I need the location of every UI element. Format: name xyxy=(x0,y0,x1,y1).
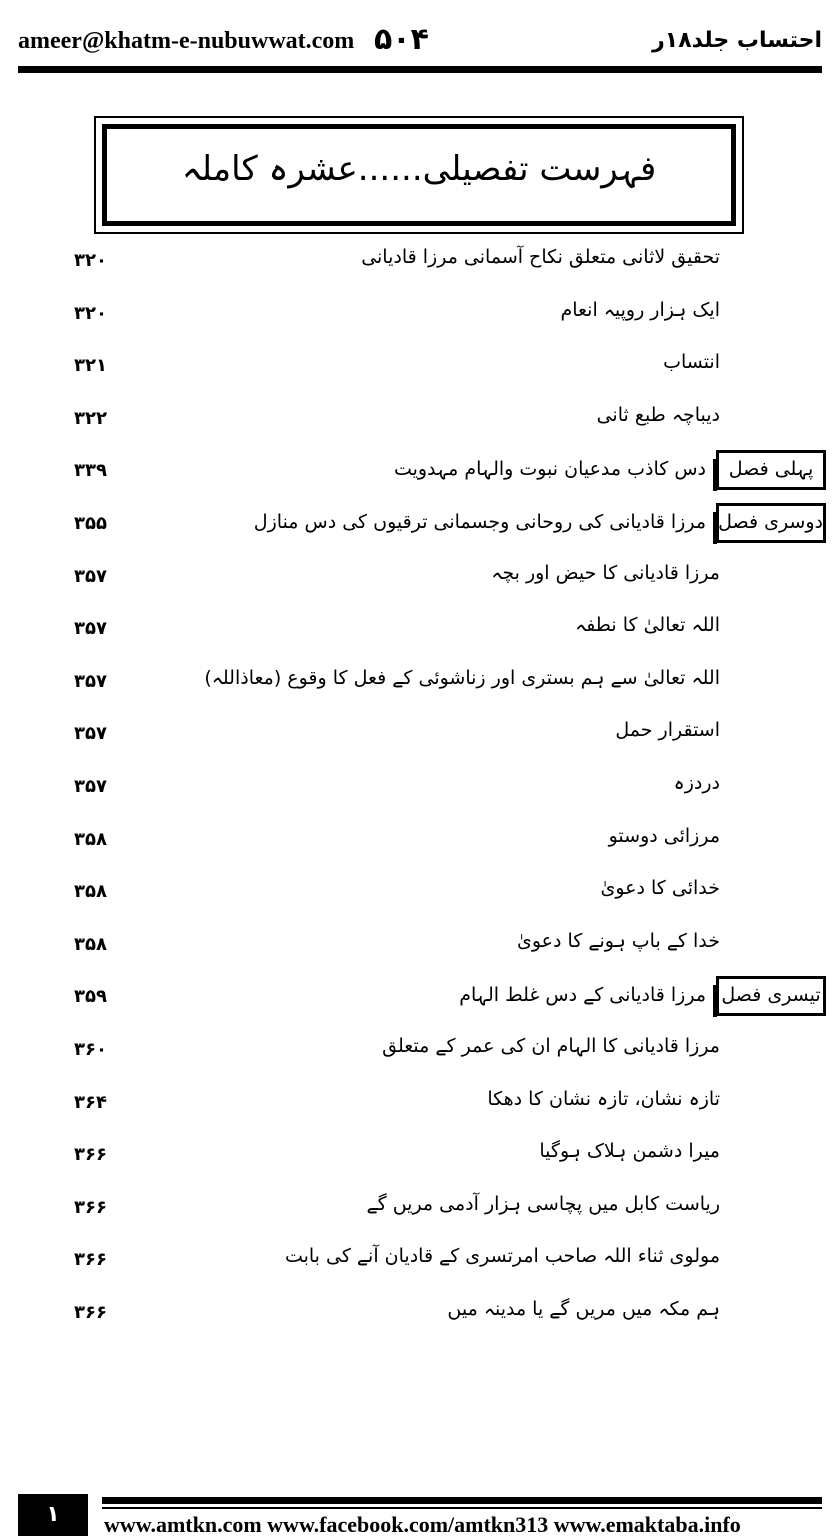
toc-entry-title: ہم مکہ میں مریں گے یا مدینہ میں xyxy=(447,1298,720,1320)
toc-entry-title: مرزا قادیانی کے دس غلط الہام xyxy=(459,984,706,1007)
toc-entry-page: ۳۵۷ xyxy=(74,723,107,745)
toc-row xyxy=(0,1239,840,1283)
toc-entry-title: تحقیق لاثانی متعلق نکاح آسمانی مرزا قادیانی xyxy=(361,246,720,268)
toc-entry-page: ۳۵۵ xyxy=(74,513,107,534)
toc-entry-title: دردزہ xyxy=(673,772,720,794)
toc-entry-title: میرا دشمن ہلاک ہوگیا xyxy=(539,1140,720,1163)
toc-row xyxy=(0,556,840,600)
toc-entry-page: ۳۶۶ xyxy=(74,1196,107,1218)
toc-entry-title: دیباچہ طبع ثانی xyxy=(596,403,720,426)
footer-rule-thin xyxy=(102,1507,822,1509)
toc-entry-page: ۳۲۲ xyxy=(74,407,107,429)
toc-entry-title: دس کاذب مدعیان نبوت والہام مہدویت xyxy=(393,458,706,481)
toc-entry-title: تازہ نشان، تازہ نشان کا دھکا xyxy=(487,1087,720,1110)
toc-row xyxy=(0,871,840,915)
toc-entry-page: ۳۶۶ xyxy=(74,1302,107,1323)
header-email: ameer@khatm-e-nubuwwat.com xyxy=(18,28,355,54)
toc-entry-page: ۳۲۰ xyxy=(74,302,107,324)
toc-row xyxy=(0,398,840,442)
toc-row xyxy=(0,976,840,1020)
toc-entry-page: ۳۶۰ xyxy=(74,1039,107,1060)
toc-row xyxy=(0,1082,840,1126)
toc-entry-title: خدا کے باپ ہونے کا دعویٰ xyxy=(516,929,720,952)
toc-row xyxy=(0,345,840,389)
toc-row xyxy=(0,450,840,494)
toc-entry-title: اللہ تعالیٰ سے ہم بستری اور زناشوئی کے فعل کا وقوع (معاذاللہ) xyxy=(204,666,720,689)
toc-entry-page: ۳۵۷ xyxy=(74,618,107,640)
toc-entry-page: ۳۵۷ xyxy=(74,776,107,797)
page-header xyxy=(18,22,822,62)
toc-entry-title: استقرار حمل xyxy=(615,719,720,742)
toc-entry-page: ۳۶۶ xyxy=(74,1144,107,1166)
header-volume: احتساب جلد۱۸ر xyxy=(652,28,822,53)
toc-entry-title: ریاست کابل میں پچاسی ہزار آدمی مریں گے xyxy=(366,1192,720,1215)
toc-entry-page: ۳۲۰ xyxy=(74,250,107,271)
toc-row xyxy=(0,1134,840,1178)
title-box xyxy=(94,116,744,234)
page-title: فہرست تفصیلی......عشرہ کاملہ xyxy=(181,149,657,189)
toc-entry-page: ۳۵۸ xyxy=(74,828,107,850)
toc-entry-title: مرزا قادیانی کا الہام ان کی عمر کے متعلق xyxy=(382,1035,720,1057)
toc-row xyxy=(0,240,840,284)
toc-row xyxy=(0,819,840,863)
toc-entry-page: ۳۵۸ xyxy=(74,881,107,903)
footer-number: ۱ xyxy=(18,1494,88,1536)
toc-row xyxy=(0,608,840,652)
section-label: پہلی فصل xyxy=(716,450,826,490)
toc-row xyxy=(0,1029,840,1073)
toc-entry-page: ۳۵۷ xyxy=(74,670,107,692)
toc-entry-page: ۳۶۴ xyxy=(74,1091,107,1113)
toc-entry-page: ۳۲۱ xyxy=(74,355,107,377)
toc-entry-page: ۳۵۷ xyxy=(74,565,107,587)
toc-entry-page: ۳۵۹ xyxy=(74,986,107,1008)
toc-entry-title: اللہ تعالیٰ کا نطفہ xyxy=(575,614,720,637)
header-page-number: ۵۰۴ xyxy=(374,22,429,57)
toc-row xyxy=(0,713,840,757)
toc-row xyxy=(0,661,840,705)
toc-entry-page: ۳۳۹ xyxy=(74,460,107,482)
toc-entry-page: ۳۵۸ xyxy=(74,933,107,955)
section-label: تیسری فصل xyxy=(716,976,826,1016)
toc-row xyxy=(0,503,840,547)
toc-row xyxy=(0,766,840,810)
toc-row xyxy=(0,924,840,968)
toc-entry-title: خدائی کا دعویٰ xyxy=(600,877,720,900)
toc-entry-title: مرزا قادیانی کی روحانی وجسمانی ترقیوں کی دس منازل xyxy=(253,511,706,533)
toc-entry-title: مرزا قادیانی کا حیض اور بچہ xyxy=(491,561,720,584)
toc-entry-title: ایک ہزار روپیہ انعام xyxy=(560,298,720,321)
toc-row xyxy=(0,1187,840,1231)
section-label: دوسری فصل xyxy=(716,503,826,543)
footer-rule-thick xyxy=(102,1497,822,1504)
footer-links: www.amtkn.com www.facebook.com/amtkn313 www.emaktaba.info xyxy=(104,1512,741,1537)
toc-entry-title: مرزائی دوستو xyxy=(608,824,720,847)
toc-entry-title: مولوی ثناء اللہ صاحب امرتسری کے قادیان آنے کی بابت xyxy=(284,1245,720,1268)
toc-row xyxy=(0,293,840,337)
toc-entry-page: ۳۶۶ xyxy=(74,1249,107,1271)
toc-entry-title: انتساب xyxy=(663,351,720,374)
header-rule xyxy=(18,66,822,73)
toc-row xyxy=(0,1292,840,1336)
